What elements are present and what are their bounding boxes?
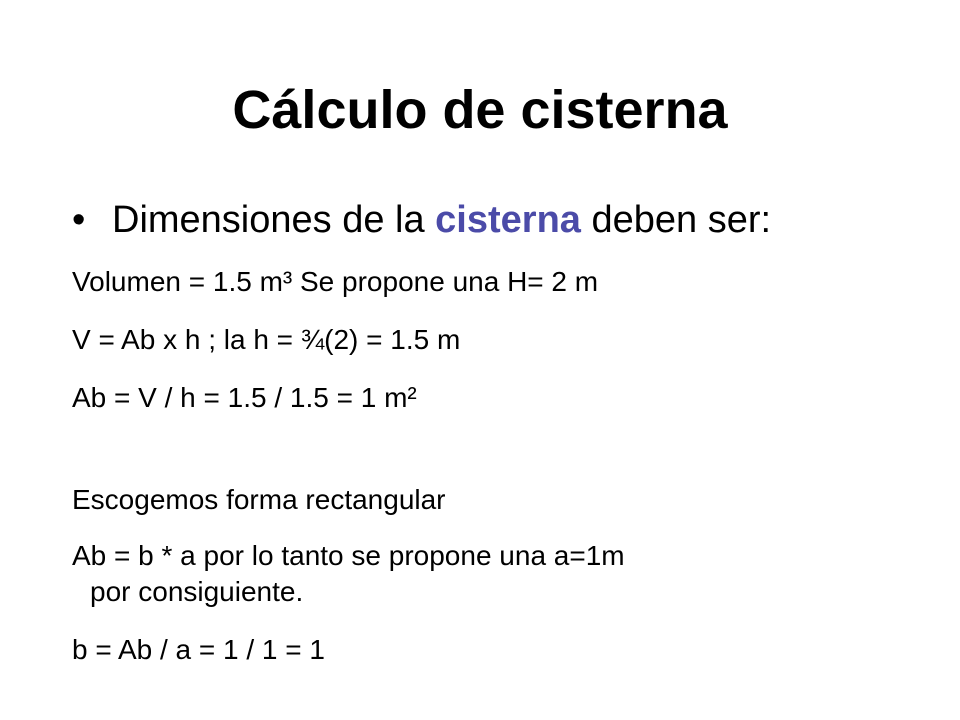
slide-title: Cálculo de cisterna [232, 80, 728, 140]
consequently-line: por consiguiente. [90, 576, 304, 607]
bullet-marker: • [72, 199, 86, 241]
bullet-item [72, 196, 771, 244]
ab-formula-line: Ab = V / h = 1.5 / 1.5 = 1 m² [72, 382, 417, 413]
shape-line: Escogemos forma rectangular [72, 484, 446, 515]
bullet-highlight-word: cisterna [435, 199, 581, 241]
bullet-text-before: Dimensiones de la [112, 199, 436, 241]
volume-line: Volumen = 1.5 m³ Se propone una H= 2 m [72, 266, 599, 297]
ab-b-a-paragraph [72, 538, 892, 610]
bullet-text-after: deben ser: [580, 199, 772, 241]
v-formula-line: V = Ab x h ; la h = ¾(2) = 1.5 m [72, 324, 461, 355]
b-formula-line: b = Ab / a = 1 / 1 = 1 [72, 634, 325, 665]
ab-b-a-line: Ab = b * a por lo tanto se propone una a=1m [72, 540, 625, 571]
